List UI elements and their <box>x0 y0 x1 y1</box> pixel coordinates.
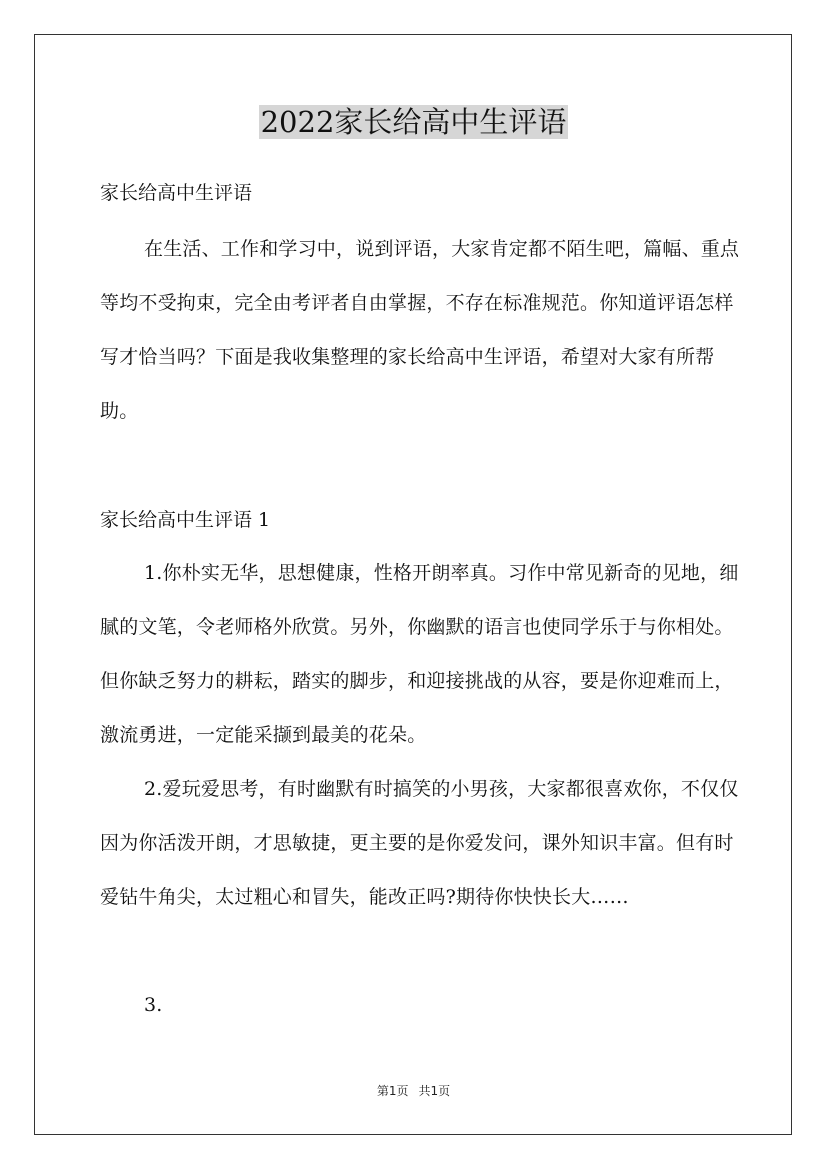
comment-item-1: 1.你朴实无华，思想健康，性格开朗率真。习作中常见新奇的见地，细腻的文笔，令老师格外欣赏。另外，你幽默的语言也使同学乐于与你相处。但你缺乏努力的耕耘，踏实的脚步，和迎接挑战的从容，要是你迎难而上，激流勇进，一定能采撷到最美的花朵。 <box>100 562 739 746</box>
page-total: 共1页 <box>418 1084 451 1098</box>
subheading-1: 家长给高中生评语 1 <box>100 509 271 531</box>
comment-item-3: 3. <box>144 994 163 1016</box>
document-title <box>0 102 827 142</box>
section-heading: 家长给高中生评语 <box>100 182 253 204</box>
page-footer <box>0 1082 827 1100</box>
comment-item-2: 2.爱玩爱思考，有时幽默有时搞笑的小男孩，大家都很喜欢你，不仅仅因为你活泼开朗，才思敏捷，更主要的是你爱发问，课外知识丰富。但有时爱钻牛角尖，太过粗心和冒失，能改正吗?期待你快快长大…… <box>100 778 739 908</box>
page-number: 第1页 <box>376 1084 409 1098</box>
intro-paragraph: 在生活、工作和学习中，说到评语，大家肯定都不陌生吧，篇幅、重点等均不受拘束，完全由考评者自由掌握，不存在标准规范。你知道评语怎样写才恰当吗？下面是我收集整理的家长给高中生评语，希望对大家有所帮助。 <box>100 238 740 422</box>
document-title-text: 2022家长给高中生评语 <box>260 105 567 139</box>
